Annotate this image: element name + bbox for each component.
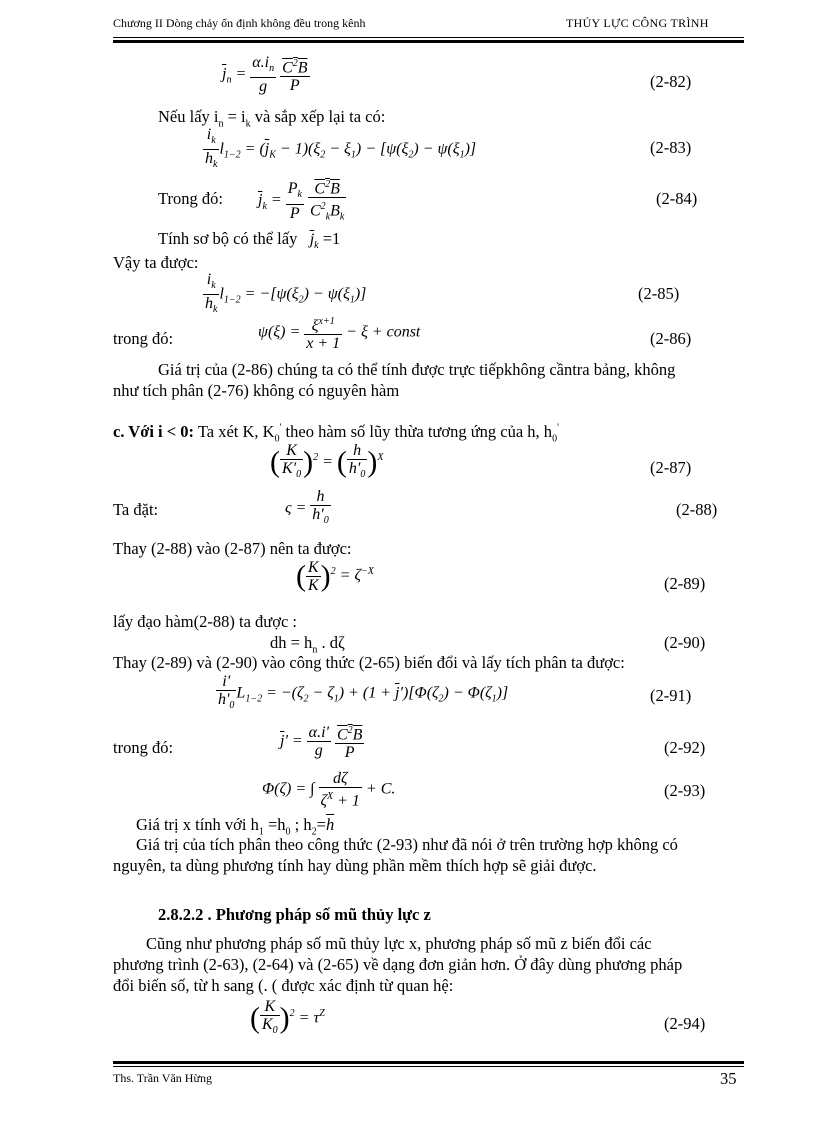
equation-number: (2-89) [664, 574, 706, 593]
section-title: 2.8.2.2 . Phương pháp số mũ thủy lực z [158, 905, 431, 924]
text-line: Thay (2-89) và (2-90) vào công thức (2-65) biến đổi và lấy tích phân ta được: [113, 653, 625, 672]
equation-2-91: $\frac{i'}{h'_0}$ $L_{1-2} = -(\zeta_2 - \zeta_1) + (1 + \overline{j}')[\Phi(\zeta_2) - \Phi(\zeta_1)]$ [218, 673, 509, 712]
header-chapter-title: Chương II Dòng chảy ổn định không đều trong kênh [113, 16, 366, 30]
paragraph-line: nguyên, ta dùng phương tính hay dùng phần mềm thích hợp sẽ giải được. [113, 856, 597, 875]
text-line: Tính sơ bộ có thể lấy $\overline{j}_k =1$ [158, 229, 341, 252]
equation-2-92: $\overline{j}'$ = $\frac{\alpha.i'}{g}$ $\frac{C^2B}{P}$ [280, 722, 364, 761]
equation-2-93: Φ(ζ) = ∫ $\frac{d\zeta}{\zeta^X + 1}$ + C. [262, 770, 396, 810]
equation-2-89: ( $\frac{K}{K}$ )$^2 = \zeta^{-X}$ [296, 559, 374, 594]
text-line: Thay (2-88) vào (2-87) nên ta được: [113, 539, 352, 558]
footer-rule-thick [113, 1061, 744, 1064]
text-line: Ta đặt: [113, 500, 159, 519]
text-line: Trong đó: [158, 189, 223, 208]
text-line: Vậy ta được: [113, 253, 199, 272]
text-line: Nếu lấy $i_n = i_k$ và sắp xếp lại ta có: [158, 107, 386, 130]
footer-rule-thin [113, 1066, 744, 1067]
equation-number: (2-83) [650, 138, 692, 157]
paragraph-line: đổi biến số, từ h sang (. ( được xác định từ quan hệ: [113, 976, 454, 995]
equation-2-83: $\frac{i_k}{h_k}$ $l_{1-2} = (\overline{j}_K - 1)(\xi_2 - \xi_1) - [\psi(\xi_2) - \psi(\xi_1)]$ [205, 126, 477, 171]
equation-number: (2-88) [676, 500, 718, 519]
paragraph-line: Cũng như phương pháp số mũ thủy lực x, phương pháp số mũ z biến đổi các [146, 934, 652, 953]
paragraph-line: Giá trị của tích phân theo công thức (2-93) như đã nói ở trên trường hợp không có [136, 835, 678, 854]
equation-2-82: $\overline{j}_n$ = $\frac{\alpha.i_n}{g}$ $\frac{C^2B}{P}$ [222, 54, 308, 96]
equation-2-86: ψ(ξ) = $\frac{\xi^{x+1}}{x + 1}$ − ξ + const [258, 313, 420, 352]
equation-number: (2-84) [656, 189, 698, 208]
equation-number: (2-91) [650, 686, 692, 705]
equation-2-90: dh = $h_n$ . dζ [270, 633, 345, 656]
equation-2-85: $\frac{i_k}{h_k}$ $l_{1-2} = -[\psi(\xi_2) - \psi(\xi_1)]$ [205, 271, 367, 316]
header-rule-thin [113, 37, 744, 38]
equation-number: (2-94) [664, 1014, 706, 1033]
paragraph-line: phương trình (2-63), (2-64) và (2-65) về dạng đơn giản hơn. Ở đây dùng phương pháp [113, 955, 683, 974]
text-line: trong đó: [113, 738, 174, 757]
text-line: lấy đạo hàm(2-88) ta được : [113, 612, 297, 631]
text-line: trong đó: [113, 329, 174, 348]
footer-author: Ths. Trần Văn Hừng [113, 1071, 212, 1085]
equation-number: (2-92) [664, 738, 706, 757]
equation-number: (2-93) [664, 781, 706, 800]
equation-number: (2-82) [650, 72, 692, 91]
text-line: Giá trị x tính với $h_1 =h_0$ ; $h_2=\overline{h}$ [136, 815, 335, 838]
equation-2-88: ς = $\frac{h}{h'_0}$ [285, 488, 329, 527]
equation-number: (2-87) [650, 458, 692, 477]
paragraph-line: như tích phân (2-76) không có nguyên hàm [113, 381, 400, 400]
header-rule-thick [113, 40, 744, 43]
equation-number: (2-86) [650, 329, 692, 348]
equation-2-87: ( $\frac{K}{K'_0}$ )$^2$ = ( $\frac{h}{h'_0}$ )$^X$ [270, 442, 384, 481]
equation-2-84: $\overline{j}_k$ = $\frac{P_k}{P}$ $\frac{C^2B}{C^2_kB_k}$ [258, 176, 346, 226]
equation-number: (2-90) [664, 633, 706, 652]
header-book-title: THỦY LỰC CÔNG TRÌNH [566, 16, 709, 30]
equation-number: (2-85) [638, 284, 680, 303]
case-heading: c. Với i < 0: Ta xét K, $K_0'$ theo hàm số lũy thừa tương ứng của h, $h_0'$ [113, 422, 559, 445]
paragraph-line: Giá trị của (2-86) chúng ta có thể tính được trực tiếpkhông cầntra bảng, không [158, 360, 676, 379]
page-number: 35 [720, 1069, 737, 1088]
equation-2-94: ( $\frac{K}{K_0}$ )$^2 = \tau^Z$ [250, 998, 325, 1037]
